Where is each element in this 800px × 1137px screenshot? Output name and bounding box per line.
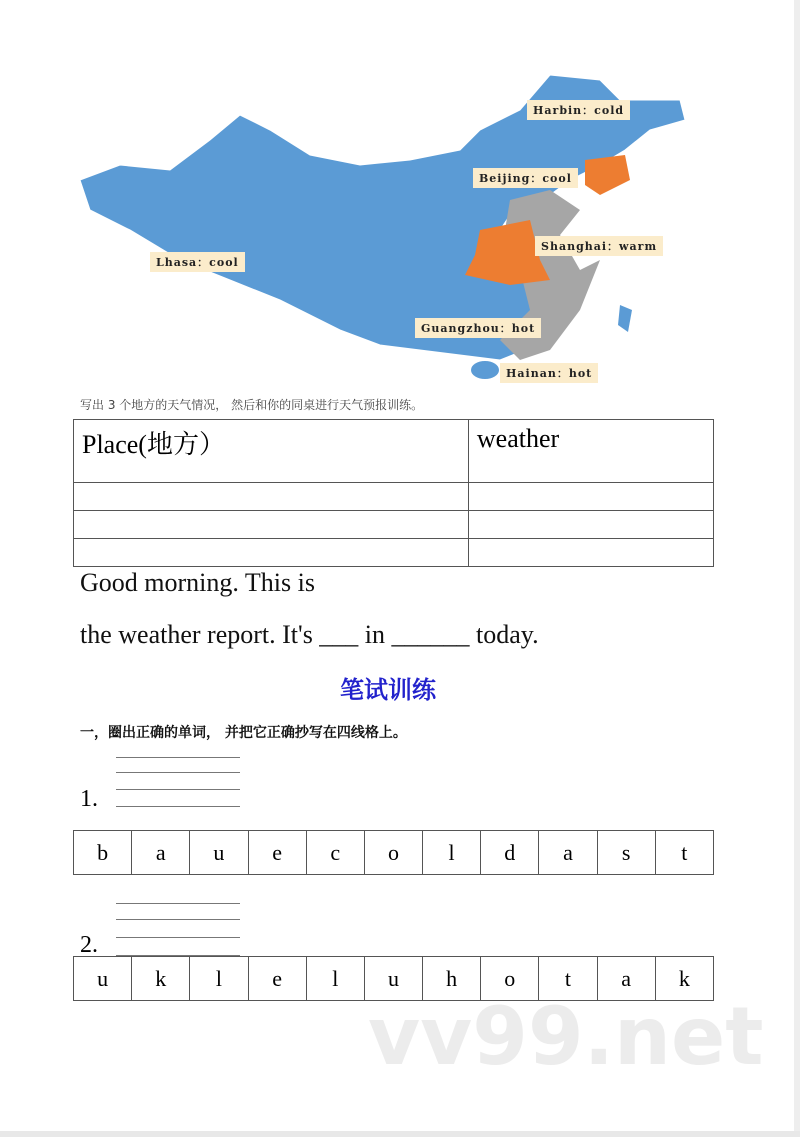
four-line-grid-line xyxy=(116,757,240,758)
letter-cell[interactable]: l xyxy=(190,957,248,1001)
four-line-grid-line xyxy=(116,772,240,773)
letter-cell[interactable]: e xyxy=(248,831,306,875)
cell[interactable] xyxy=(468,539,713,567)
letter-cell[interactable]: d xyxy=(481,831,539,875)
sentence-2: the weather report. It's ___ in ______ today. xyxy=(80,620,539,649)
q2-number: 2. xyxy=(80,932,98,958)
letter-cell[interactable]: e xyxy=(248,957,306,1001)
letter-cell[interactable]: t xyxy=(539,957,597,1001)
watermark: vv99.net xyxy=(368,990,764,1083)
letter-cell[interactable]: t xyxy=(655,831,713,875)
china-weather-map xyxy=(80,70,700,385)
letter-cell[interactable]: s xyxy=(597,831,655,875)
q1-number: 1. xyxy=(80,786,98,812)
letter-cell[interactable]: h xyxy=(423,957,481,1001)
header-place: Place(地方） xyxy=(74,420,469,483)
instruction: 写出 3 个地方的天气情况， 然后和你的同桌进行天气预报训练。 xyxy=(80,398,424,412)
label-harbin: Harbin：cold xyxy=(527,100,630,120)
page-edge-bottom xyxy=(0,1131,800,1137)
cell[interactable] xyxy=(74,539,469,567)
letter-cell[interactable]: l xyxy=(306,957,364,1001)
letter-cell[interactable]: b xyxy=(74,831,132,875)
liaoning xyxy=(585,155,630,195)
label-lhasa: Lhasa：cool xyxy=(150,252,245,272)
letter-cell[interactable]: o xyxy=(364,831,422,875)
letter-cell[interactable]: u xyxy=(364,957,422,1001)
letter-cell[interactable]: u xyxy=(74,957,132,1001)
letter-cell[interactable]: c xyxy=(306,831,364,875)
label-shanghai: Shanghai：warm xyxy=(535,236,663,256)
cell[interactable] xyxy=(468,483,713,511)
question: 一，圈出正确的单词， 并把它正确抄写在四线格上。 xyxy=(80,725,407,741)
letter-cell[interactable]: a xyxy=(132,831,190,875)
letter-cell[interactable]: u xyxy=(190,831,248,875)
letter-cell[interactable]: k xyxy=(132,957,190,1001)
section-title: 笔试训练 xyxy=(340,676,436,704)
letter-cell[interactable]: a xyxy=(597,957,655,1001)
cell[interactable] xyxy=(74,483,469,511)
letter-cell[interactable]: o xyxy=(481,957,539,1001)
sentence-1: Good morning. This is xyxy=(80,568,315,597)
letter-cell[interactable]: l xyxy=(423,831,481,875)
q1-letter-grid xyxy=(73,830,714,875)
four-line-grid-line xyxy=(116,937,240,938)
four-line-grid-line xyxy=(116,903,240,904)
cell[interactable] xyxy=(74,511,469,539)
cell[interactable] xyxy=(468,511,713,539)
taiwan xyxy=(618,305,632,332)
label-guangzhou: Guangzhou：hot xyxy=(415,318,541,338)
four-line-grid-line xyxy=(116,919,240,920)
four-line-grid-line xyxy=(116,806,240,807)
label-hainan: Hainan：hot xyxy=(500,363,598,383)
letter-cell[interactable]: k xyxy=(655,957,713,1001)
letter-cell[interactable]: a xyxy=(539,831,597,875)
label-beijing: Beijing：cool xyxy=(473,168,578,188)
weather-table xyxy=(73,419,714,567)
hainan-island xyxy=(471,361,499,379)
four-line-grid-line xyxy=(116,789,240,790)
header-weather: weather xyxy=(468,420,713,483)
page-edge xyxy=(794,0,800,1137)
